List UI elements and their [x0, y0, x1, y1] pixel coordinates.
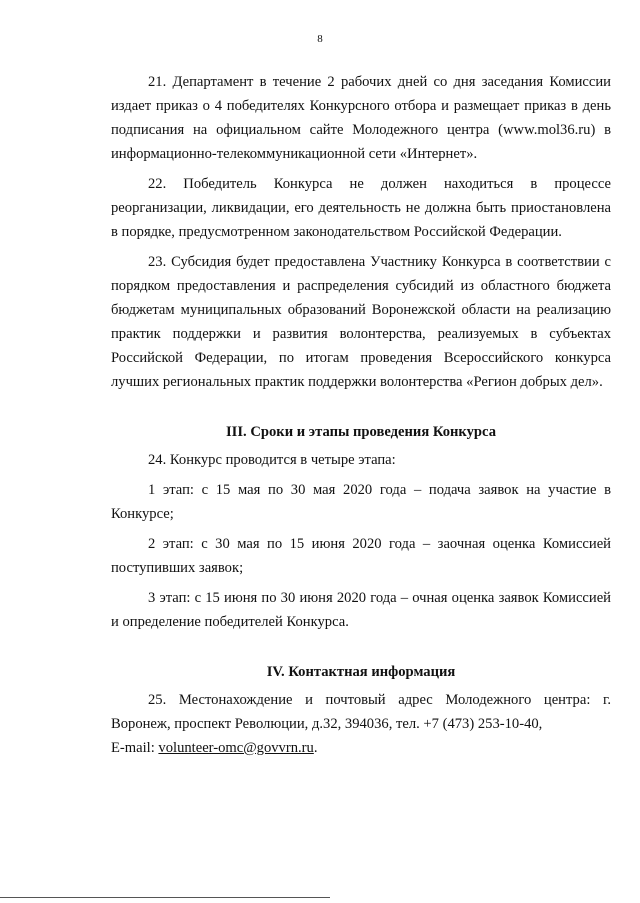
email-label: E-mail:	[111, 740, 159, 756]
paragraph-25: 25. Местонахождение и почтовый адрес Молодежного центра: г. Воронеж, проспект Революции, д.32, 394036, тел. +7 (473) 253-10-40,	[111, 692, 611, 732]
email-link[interactable]: volunteer-omc@govvrn.ru	[158, 740, 314, 756]
page-number: 8	[317, 33, 323, 45]
paragraph-21: 21. Департамент в течение 2 рабочих дней со дня заседания Комиссии издает приказ о 4 победителях Конкурсного отбора и размещает приказ в день подписания на официальном сайте Молодежного центра (www.mol36.ru) в информационно-телекоммуникационной сети «Интернет».	[111, 74, 611, 162]
section-3-heading: III. Сроки и этапы проведения Конкурса	[226, 424, 496, 440]
document-body	[111, 70, 611, 760]
paragraph-24: 24. Конкурс проводится в четыре этапа:	[148, 452, 396, 468]
stage-3: 3 этап: с 15 июня по 30 июня 2020 года – очная оценка заявок Комиссией и определение победителей Конкурса.	[111, 590, 611, 630]
stage-1: 1 этап: с 15 мая по 30 мая 2020 года – подача заявок на участие в Конкурсе;	[111, 482, 611, 522]
stage-2: 2 этап: с 30 мая по 15 июня 2020 года – заочная оценка Комиссией поступивших заявок;	[111, 536, 611, 576]
footer-rule	[0, 897, 330, 898]
paragraph-23: 23. Субсидия будет предоставлена Участнику Конкурса в соответствии с порядком предоставления и распределения субсидий из областного бюджета бюджетам муниципальных образований Воронежской области на реализацию практик поддержки и развития волонтерства, реализуемых в субъектах Российской Федерации, по итогам проведения Всероссийского конкурса лучших региональных практик поддержки волонтерства «Регион добрых дел».	[111, 254, 611, 390]
email-line	[111, 736, 611, 760]
email-tail: .	[313, 740, 318, 756]
paragraph-22: 22. Победитель Конкурса не должен находиться в процессе реорганизации, ликвидации, его деятельность не должна быть приостановлена в порядке, предусмотренном законодательством Российской Федерации.	[111, 176, 611, 240]
section-4-heading: IV. Контактная информация	[266, 664, 456, 680]
